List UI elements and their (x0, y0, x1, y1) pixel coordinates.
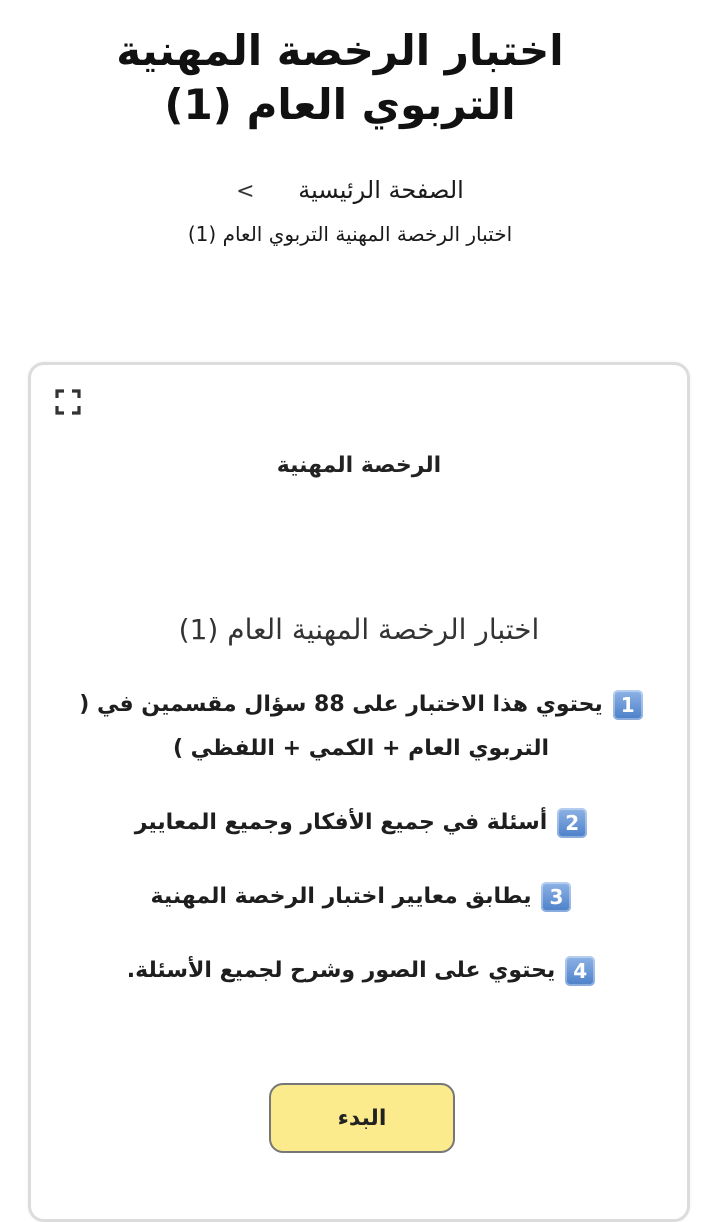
feature-text: أسئلة في جميع الأفكار وجميع المعايير (134, 810, 548, 835)
number-four-icon: 4 (565, 956, 595, 986)
breadcrumb-row (140, 170, 560, 212)
feature-item (71, 801, 651, 845)
number-three-icon: 3 (541, 882, 571, 912)
feature-item (71, 683, 651, 771)
features-list (71, 683, 651, 1023)
feature-text: يحتوي هذا الاختبار على 88 سؤال مقسمين في ( التربوي العام + الكمي + اللفظي ) (79, 692, 603, 761)
card-heading: الرخصة المهنية (276, 453, 442, 478)
number-two-icon: 2 (557, 808, 587, 838)
fullscreen-icon[interactable] (55, 389, 81, 415)
breadcrumb (140, 170, 560, 256)
feature-item (71, 949, 651, 993)
breadcrumb-separator: < (236, 179, 255, 204)
quiz-title: اختبار الرخصة المهنية العام (1) (178, 613, 540, 646)
breadcrumb-home-link[interactable]: الصفحة الرئيسية (298, 176, 464, 204)
page-title: اختبار الرخصة المهنية التربوي العام (1) (116, 26, 564, 129)
feature-text: يطابق معايير اختبار الرخصة المهنية (150, 884, 532, 909)
number-one-icon: 1 (613, 690, 643, 720)
fullscreen-icon-svg (55, 389, 81, 415)
start-button[interactable]: البدء (269, 1083, 455, 1153)
feature-text: يحتوي على الصور وشرح لجميع الأسئلة. (126, 958, 556, 983)
breadcrumb-current: اختبار الرخصة المهنية التربوي العام (1) (187, 222, 513, 246)
feature-item (71, 875, 651, 919)
quiz-card (28, 362, 690, 1222)
